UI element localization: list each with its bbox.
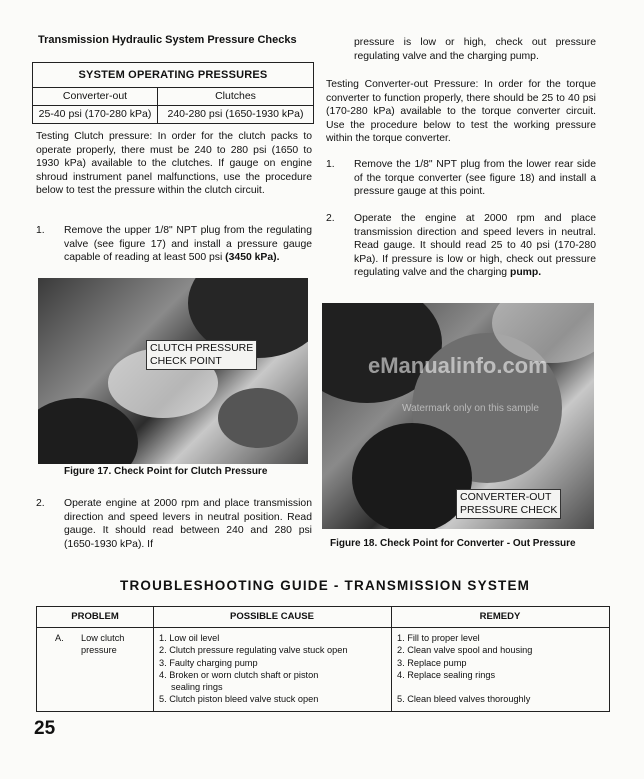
list-item: 4. Replace sealing rings (397, 669, 496, 680)
list-item: 5. Clutch piston bleed valve stuck open (159, 694, 319, 705)
watermark-sub: Watermark only on this sample (402, 403, 539, 414)
step-text: Operate the engine at 2000 rpm and place transmission direction and speed levers in neutral. Read gauge. It should read 25 to 40 psi (170-280 kPa). If pressure is low or high, check out pressure regulating valve and the charging pump. (354, 213, 596, 278)
figure-18-caption: Figure 18. Check Point for Converter - Out Pressure (330, 538, 576, 549)
header-clutches: Clutches (215, 90, 256, 102)
fig18-callout: CONVERTER-OUT PRESSURE CHECK (456, 489, 561, 519)
clutch-step-2 (36, 497, 312, 551)
list-item: 5. Clean bleed valves thoroughly (397, 694, 531, 705)
value-converter-out: 25-40 psi (170-280 kPa) (33, 106, 158, 123)
problem-letter: A. (55, 633, 64, 643)
list-item: 3. Replace pump (397, 657, 467, 668)
column-divider (391, 607, 392, 711)
problem-description: Low clutch pressure (81, 633, 125, 656)
clutch-pressure-intro: Testing Clutch pressure: In order for the clutch packs to operate properly, there must be 240 to 280 psi (1650 to 1930 kPa) available to the clutches. If gauge on engine shroud instrument panel malfunctions, use the procedure below to test the pressure within the clutch circuit. (36, 131, 312, 196)
step-number: 1. (36, 225, 45, 236)
column-divider (153, 607, 154, 711)
header-converter-out: Converter-out (33, 87, 158, 105)
list-item: 1. Fill to proper level (397, 633, 480, 643)
table-header-row (33, 87, 313, 106)
step-text: Operate engine at 2000 rpm and place transmission direction and speed levers in neutral position. Read gauge. It should read between 240 and 280 psi (1650-1930 kPa). If (64, 498, 312, 550)
figure-17-caption: Figure 17. Check Point for Clutch Pressure (64, 466, 268, 477)
watermark-main: eManualinfo.com (368, 353, 548, 378)
converter-pressure-intro: Testing Converter-out Pressure: In order for the torque converter to function properly, there should be 25 to 40 psi (170-280 kPa) available to the torque converter circuit. Use the procedure below to test the working pressure within the torque converter. (326, 79, 596, 144)
page-number: 25 (34, 718, 56, 739)
table-value-row (33, 106, 313, 123)
clutch-step-1 (36, 224, 312, 265)
system-operating-pressures-table (32, 62, 314, 124)
troubleshooting-header (37, 607, 609, 628)
step-number: 1. (326, 159, 335, 170)
header-remedy: REMEDY (479, 611, 521, 622)
list-item: 1. Low oil level (159, 633, 220, 643)
remedies-list (397, 632, 607, 706)
continued-text: pressure is low or high, check out pressure regulating valve and the charging pump. (354, 37, 596, 62)
header-problem: PROBLEM (71, 611, 119, 622)
list-item: 2. Clutch pressure regulating valve stuck open (159, 645, 348, 656)
troubleshooting-title: TROUBLESHOOTING GUIDE - TRANSMISSION SYSTEM (120, 578, 531, 593)
list-item: 3. Faulty charging pump (159, 657, 258, 668)
step-number: 2. (326, 213, 335, 224)
value-clutches: 240-280 psi (1650-1930 kPa) (167, 108, 304, 120)
step-text: Remove the upper 1/8" NPT plug from the regulating valve (see figure 17) and install a pressure gauge capable of reading at least 500 psi (3450 kPa). (64, 225, 312, 263)
step-number: 2. (36, 498, 45, 509)
converter-step-2 (326, 212, 596, 280)
section-title: Transmission Hydraulic System Pressure Checks (38, 34, 297, 46)
figure-18-photo (322, 303, 594, 529)
troubleshooting-table (36, 606, 610, 712)
causes-list (159, 632, 389, 706)
list-item: sealing rings (171, 682, 223, 693)
figure-17-photo (38, 278, 308, 464)
list-item: 4. Broken or worn clutch shaft or piston (159, 669, 319, 680)
table-title: SYSTEM OPERATING PRESSURES (33, 63, 313, 88)
converter-step-1 (326, 158, 596, 199)
header-possible-cause: POSSIBLE CAUSE (230, 611, 314, 622)
list-item: 2. Clean valve spool and housing (397, 645, 533, 656)
step-text: Remove the 1/8" NPT plug from the lower rear side of the torque converter (see figure 18) and install a pressure gauge at this point. (354, 159, 596, 197)
fig17-callout: CLUTCH PRESSURE CHECK POINT (146, 340, 257, 370)
